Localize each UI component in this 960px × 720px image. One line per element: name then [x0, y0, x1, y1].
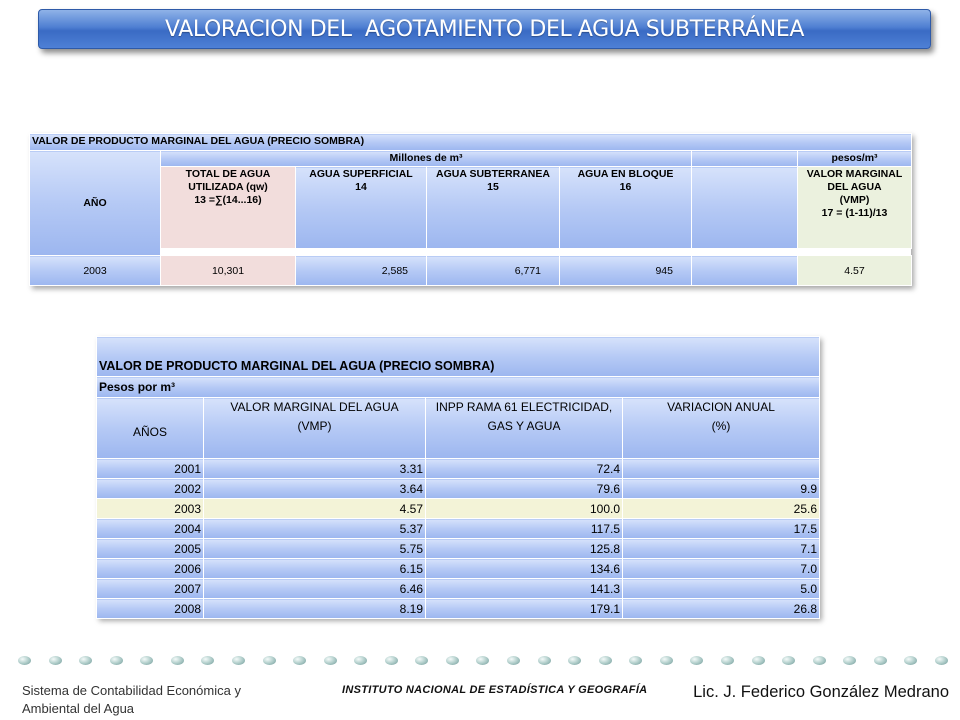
table-cell-vmp: 5.37: [204, 519, 426, 539]
table-cell-year: 2001: [97, 459, 204, 479]
dot-icon: [140, 656, 153, 665]
table1-row-year: 2003: [30, 256, 161, 286]
table1-row-blank: [692, 256, 798, 286]
table-cell-inpp: 179.1: [426, 599, 623, 619]
table-cell-var: 5.0: [623, 579, 820, 599]
dot-icon: [660, 656, 673, 665]
table-cell-year: 2007: [97, 579, 204, 599]
table-cell-var: 9.9: [623, 479, 820, 499]
table1-blank-header: [692, 151, 798, 167]
dot-icon: [843, 656, 856, 665]
dot-icon: [935, 656, 948, 665]
precio-sombra-series-table: [96, 336, 819, 618]
table-cell-var: [623, 459, 820, 479]
footer-institution-logo: INSTITUTO NACIONAL DE ESTADÍSTICA Y GEOGRAFÍA: [342, 684, 648, 696]
table-row: [97, 559, 820, 579]
dot-icon: [171, 656, 184, 665]
table-cell-year: 2004: [97, 519, 204, 539]
dot-icon: [232, 656, 245, 665]
table2-caption: VALOR DE PRODUCTO MARGINAL DEL AGUA (PRECIO SOMBRA): [97, 337, 820, 377]
dot-icon: [629, 656, 642, 665]
table-cell-vmp: 3.31: [204, 459, 426, 479]
footer-author: Lic. J. Federico González Medrano: [693, 683, 949, 701]
table1-col-vmp: VALOR MARGINAL DEL AGUA (VMP) 17 = (1-11)/13: [798, 167, 912, 249]
table-cell-vmp: 8.19: [204, 599, 426, 619]
dot-icon: [568, 656, 581, 665]
dot-icon: [385, 656, 398, 665]
dot-icon: [263, 656, 276, 665]
table-cell-year: 2003: [97, 499, 204, 519]
table2-header-vmp: VALOR MARGINAL DEL AGUA (VMP): [204, 398, 426, 459]
table-cell-var: 7.0: [623, 559, 820, 579]
page-title: VALORACION DEL AGOTAMIENTO DEL AGUA SUBTERRÁNEA: [164, 16, 804, 42]
table2-header-inpp: INPP RAMA 61 ELECTRICIDAD, GAS Y AGUA: [426, 398, 623, 459]
dot-icon: [354, 656, 367, 665]
table1-col-total: TOTAL DE AGUA UTILIZADA (qw) 13 =∑(14...16): [161, 167, 296, 249]
dot-icon: [415, 656, 428, 665]
dot-icon: [446, 656, 459, 665]
table-cell-inpp: 117.5: [426, 519, 623, 539]
dot-icon: [904, 656, 917, 665]
table-cell-vmp: 4.57: [204, 499, 426, 519]
dot-icon: [49, 656, 62, 665]
table-row: [97, 459, 820, 479]
table-cell-vmp: 6.15: [204, 559, 426, 579]
dot-icon: [874, 656, 887, 665]
table-row: [97, 599, 820, 619]
table-cell-year: 2006: [97, 559, 204, 579]
dot-icon: [721, 656, 734, 665]
table-row: [97, 479, 820, 499]
table1-row-subterranea: 6,771: [427, 256, 560, 286]
precio-sombra-table-2003: [29, 133, 911, 286]
table1-row-bloque: 945: [560, 256, 692, 286]
decorative-dots: [18, 652, 948, 668]
table-cell-var: 7.1: [623, 539, 820, 559]
table-cell-var: 17.5: [623, 519, 820, 539]
dot-icon: [690, 656, 703, 665]
table-row: [97, 539, 820, 559]
table-cell-var: 26.8: [623, 599, 820, 619]
dot-icon: [813, 656, 826, 665]
table1-caption: VALOR DE PRODUCTO MARGINAL DEL AGUA (PRECIO SOMBRA): [30, 134, 912, 151]
table-cell-var: 25.6: [623, 499, 820, 519]
table-cell-inpp: 125.8: [426, 539, 623, 559]
dot-icon: [476, 656, 489, 665]
dot-icon: [293, 656, 306, 665]
dot-icon: [201, 656, 214, 665]
table-cell-inpp: 100.0: [426, 499, 623, 519]
table-cell-inpp: 134.6: [426, 559, 623, 579]
table1-year-header: AÑO: [30, 151, 161, 256]
table-row: [97, 519, 820, 539]
table1-col-superficial: AGUA SUPERFICIAL 14: [296, 167, 427, 249]
title-banner: [38, 9, 931, 49]
footer-system-name: Sistema de Contabilidad Económica y Ambiental del Agua: [22, 683, 241, 716]
dot-icon: [507, 656, 520, 665]
table-cell-year: 2002: [97, 479, 204, 499]
table2-body: [97, 459, 820, 619]
dot-icon: [324, 656, 337, 665]
table1-col-subterranea: AGUA SUBTERRANEA 15: [427, 167, 560, 249]
table1-row-superficial: 2,585: [296, 256, 427, 286]
table1-row-vmp: 4.57: [798, 256, 912, 286]
table-cell-inpp: 72.4: [426, 459, 623, 479]
table2-units: Pesos por m³: [97, 377, 820, 398]
table2-header-anios: AÑOS: [97, 398, 204, 459]
table-cell-inpp: 79.6: [426, 479, 623, 499]
table-cell-year: 2005: [97, 539, 204, 559]
table1-col-bloque: AGUA EN BLOQUE 16: [560, 167, 692, 249]
table-cell-vmp: 3.64: [204, 479, 426, 499]
table-row: [97, 499, 820, 519]
table1-blank-col: [692, 167, 798, 249]
table-row: [97, 579, 820, 599]
table-cell-inpp: 141.3: [426, 579, 623, 599]
table2-header-variacion: VARIACION ANUAL (%): [623, 398, 820, 459]
dot-icon: [752, 656, 765, 665]
dot-icon: [18, 656, 31, 665]
dot-icon: [538, 656, 551, 665]
dot-icon: [599, 656, 612, 665]
dot-icon: [782, 656, 795, 665]
table-cell-vmp: 5.75: [204, 539, 426, 559]
table1-row-total: 10,301: [161, 256, 296, 286]
dot-icon: [110, 656, 123, 665]
table1-units-millones: Millones de m³: [161, 151, 692, 167]
table-cell-year: 2008: [97, 599, 204, 619]
dot-icon: [79, 656, 92, 665]
table-cell-vmp: 6.46: [204, 579, 426, 599]
table1-units-pesos: pesos/m³: [798, 151, 912, 167]
